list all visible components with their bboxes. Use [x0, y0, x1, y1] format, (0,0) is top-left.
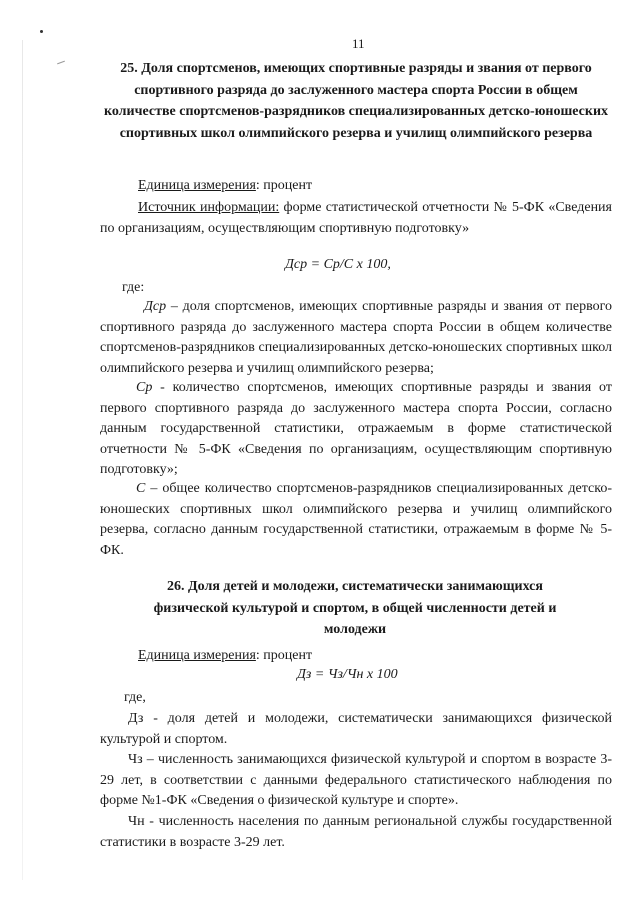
- def-term-sr: Ср: [136, 380, 153, 395]
- section-26-unit: [100, 646, 612, 667]
- section-25-source: [100, 198, 612, 239]
- unit-label: Единица измерения: [138, 178, 256, 193]
- def-text-sr: - количество спортсменов, имеющих спортивные разряды и звания от первого спортивного разряда до заслуженного мастера спорта России, согласно данным государственной статистики, отражаемым в форме статистической отчетности № 5-ФК «Сведения по организациям, осуществляющим спортивную подготовку»;: [100, 380, 612, 477]
- section-25-where: где:: [122, 280, 145, 295]
- section-25-unit: [100, 176, 612, 197]
- scan-edge-line: [22, 40, 23, 880]
- section-25-def-s: [100, 479, 612, 561]
- section-26-formula: Дз = Чз/Чн х 100: [297, 667, 398, 682]
- def-term-s: С: [136, 481, 146, 496]
- def-text-s: – общее количество спортсменов-разрядников специализированных детско-юношеских спортивных школ олимпийского резерва и училищ олимпийского резерва, согласно данным государственной статистики, отражаемым в форме № 5-ФК.: [100, 481, 612, 558]
- unit-label-26: Единица измерения: [138, 648, 256, 663]
- section-26-def-chz: Чз – численность занимающихся физической культурой и спортом в возрасте 3-29 лет, в соответствии с данными федерального статистического наблюдения по форме №1-ФК «Сведения о физической культуре и спорте».: [100, 752, 612, 808]
- section-25-def-sr: [100, 378, 612, 481]
- unit-value-26: : процент: [255, 648, 313, 663]
- section-26-title: 26. Доля детей и молодежи, систематически занимающихся физической культурой и спортом, в общей численности детей и молодежи: [153, 579, 557, 637]
- section-25-title: 25. Доля спортсменов, имеющих спортивные разряды и звания от первого спортивного разряда до заслуженного мастера спорта России в общем количестве спортсменов-разрядников специализированных детско-юношеских спортивных школ олимпийского резерва и училищ олимпийского резерва: [103, 61, 609, 141]
- source-label: Источник информации:: [138, 200, 280, 215]
- section-25-def-dsr: [100, 297, 612, 379]
- def-term-dsr: Дср: [144, 299, 167, 314]
- section-26-def-chn: Чн - численность населения по данным региональной службы государственной статистики в возрасте 3-29 лет.: [100, 814, 612, 850]
- section-25-formula: Дср = Ср/С х 100,: [285, 257, 391, 272]
- section-26-where: где,: [124, 690, 146, 705]
- section-26-def-dz: Дз - доля детей и молодежи, систематически занимающихся физической культурой и спортом.: [100, 711, 612, 747]
- scan-tick-mark: [57, 61, 65, 65]
- source-value: форме статистической отчетности № 5-ФК «Сведения по организациям, осуществляющим спортивную подготовку»: [100, 200, 612, 236]
- page-number: 11: [352, 36, 365, 51]
- def-text-dsr: – доля спортсменов, имеющих спортивные разряды и звания от первого спортивного разряда до заслуженного мастера спорта России в общем количестве спортсменов-разрядников специализированных детско-юношеских спортивных школ олимпийского резерва и училищ олимпийского резерва;: [100, 299, 612, 376]
- scan-dot-mark: [40, 30, 43, 33]
- unit-value: : процент: [255, 178, 313, 193]
